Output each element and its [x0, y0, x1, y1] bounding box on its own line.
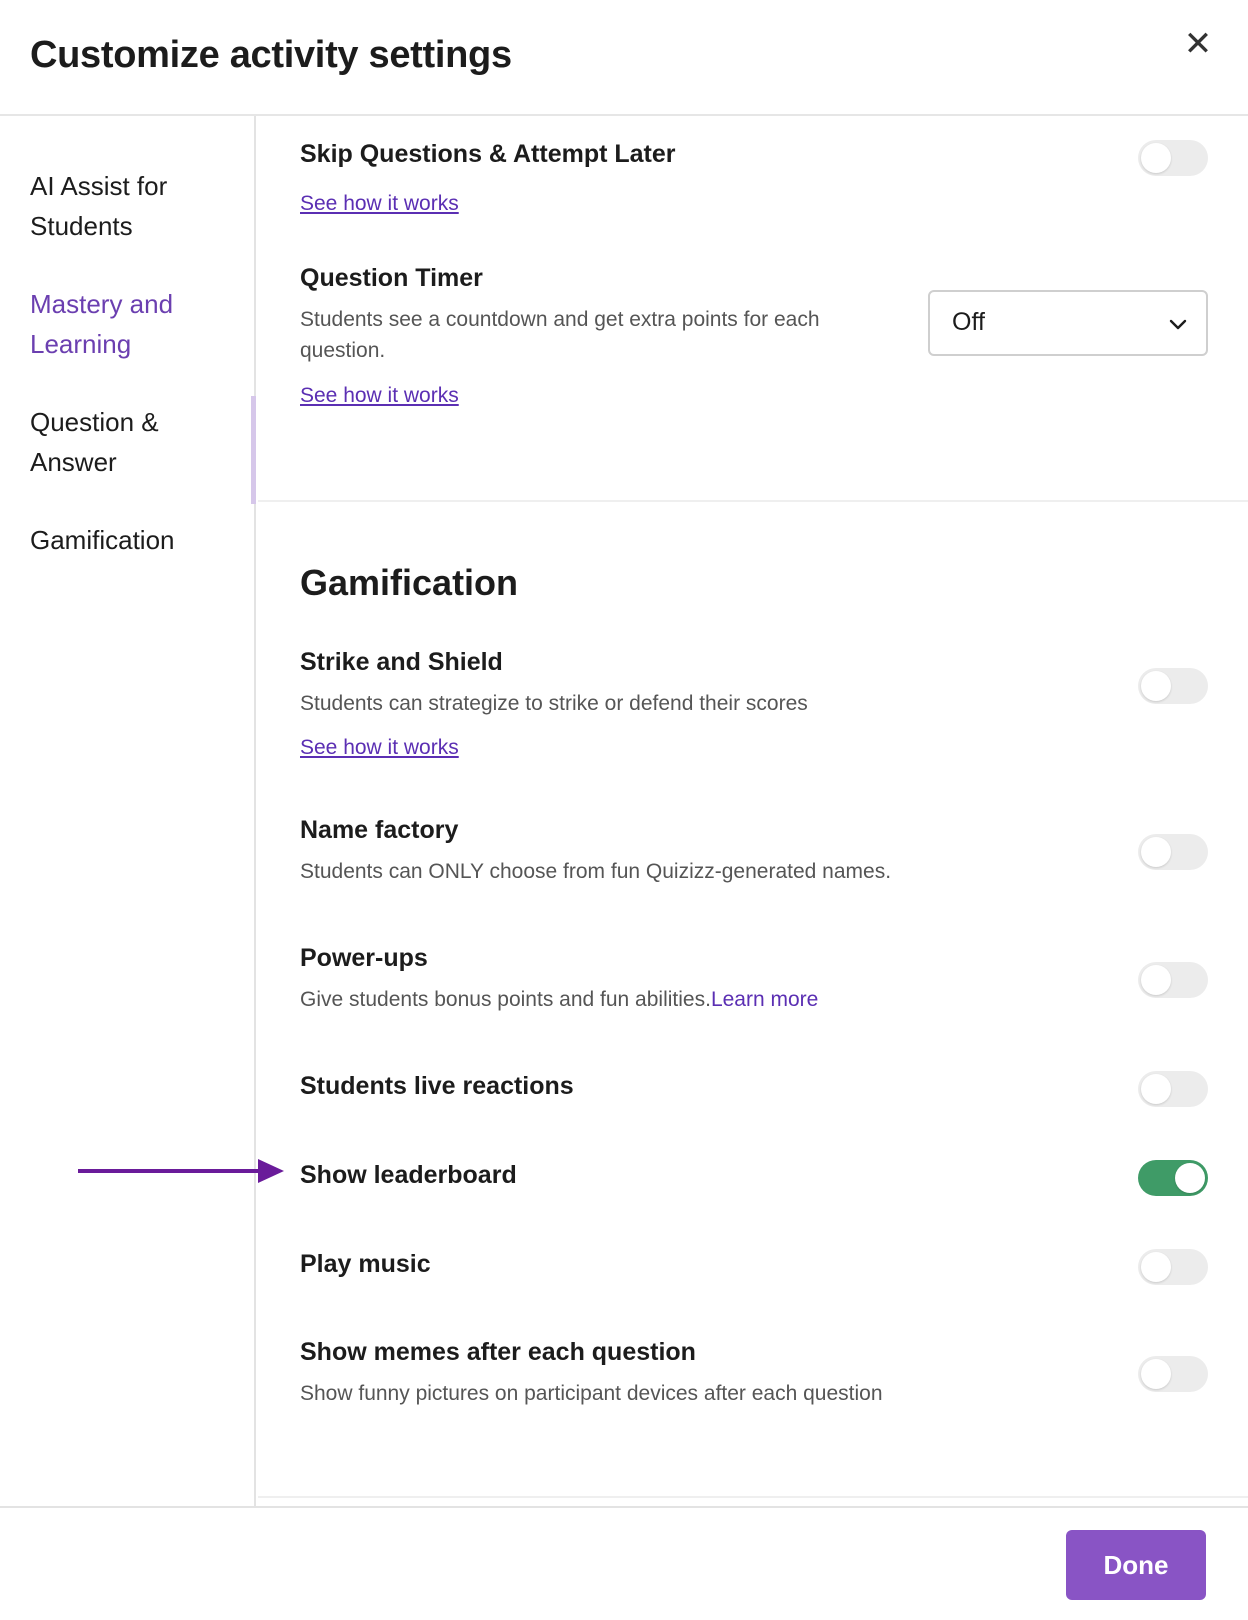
live-reactions-toggle[interactable] — [1138, 1071, 1208, 1107]
question-timer-desc-2: question. — [300, 339, 386, 362]
skip-questions-link[interactable]: See how it works — [300, 192, 459, 215]
done-button[interactable]: Done — [1066, 1530, 1206, 1600]
sidebar-item-mastery[interactable]: Mastery and Learning — [30, 289, 174, 359]
sidebar-item-question-answer[interactable]: Question & Answer — [30, 407, 159, 477]
close-icon[interactable]: ✕ — [1183, 25, 1213, 63]
power-ups-desc — [300, 984, 818, 1016]
gamification-heading: Gamification — [300, 562, 519, 603]
play-music-title: Play music — [300, 1250, 431, 1278]
question-timer-select[interactable] — [928, 290, 1208, 356]
strike-shield-link[interactable]: See how it works — [300, 736, 459, 759]
play-music-toggle[interactable] — [1138, 1249, 1208, 1285]
power-ups-desc-text: Give students bonus points and fun abilities. — [300, 988, 711, 1011]
toggle-knob — [1141, 837, 1171, 867]
question-timer-title: Question Timer — [300, 264, 483, 292]
name-factory-desc: Students can ONLY choose from fun Quizizz-generated names. — [300, 860, 892, 883]
toggle-knob — [1141, 1252, 1171, 1282]
skip-questions-toggle[interactable] — [1138, 140, 1208, 176]
show-memes-title: Show memes after each question — [300, 1338, 696, 1366]
skip-questions-title: Skip Questions & Attempt Later — [300, 140, 676, 168]
settings-content — [258, 116, 1248, 1506]
leaderboard-title: Show leaderboard — [300, 1161, 517, 1189]
toggle-knob — [1141, 1074, 1171, 1104]
toggle-knob — [1175, 1163, 1205, 1193]
sidebar-nav — [0, 116, 256, 1506]
bottom-divider — [258, 1496, 1248, 1498]
leaderboard-toggle[interactable] — [1138, 1160, 1208, 1196]
name-factory-toggle[interactable] — [1138, 834, 1208, 870]
name-factory-title: Name factory — [300, 816, 459, 844]
strike-shield-toggle[interactable] — [1138, 668, 1208, 704]
strike-shield-title: Strike and Shield — [300, 648, 503, 676]
power-ups-toggle[interactable] — [1138, 962, 1208, 998]
toggle-knob — [1141, 143, 1171, 173]
modal-header — [0, 0, 1248, 116]
sidebar-item-gamification[interactable]: Gamification — [30, 525, 175, 555]
question-timer-desc-1: Students see a countdown and get extra points for each — [300, 308, 820, 331]
question-timer-value: Off — [952, 308, 985, 336]
modal-footer — [0, 1506, 1248, 1620]
power-ups-title: Power-ups — [300, 944, 428, 972]
question-timer-link[interactable]: See how it works — [300, 384, 459, 407]
toggle-knob — [1141, 965, 1171, 995]
page-title: Customize activity settings — [30, 34, 512, 76]
annotation-arrow-icon — [78, 1158, 290, 1188]
strike-shield-desc: Students can strategize to strike or defend their scores — [300, 692, 808, 715]
toggle-knob — [1141, 671, 1171, 701]
live-reactions-title: Students live reactions — [300, 1072, 574, 1100]
sidebar-item-ai-assist[interactable]: AI Assist for Students — [30, 171, 168, 241]
active-indicator — [251, 396, 256, 504]
show-memes-toggle[interactable] — [1138, 1356, 1208, 1392]
power-ups-learn-more[interactable]: Learn more — [710, 988, 819, 1011]
section-divider — [258, 500, 1248, 502]
show-memes-desc: Show funny pictures on participant devices after each question — [300, 1382, 883, 1405]
toggle-knob — [1141, 1359, 1171, 1389]
chevron-down-icon — [1166, 312, 1190, 336]
